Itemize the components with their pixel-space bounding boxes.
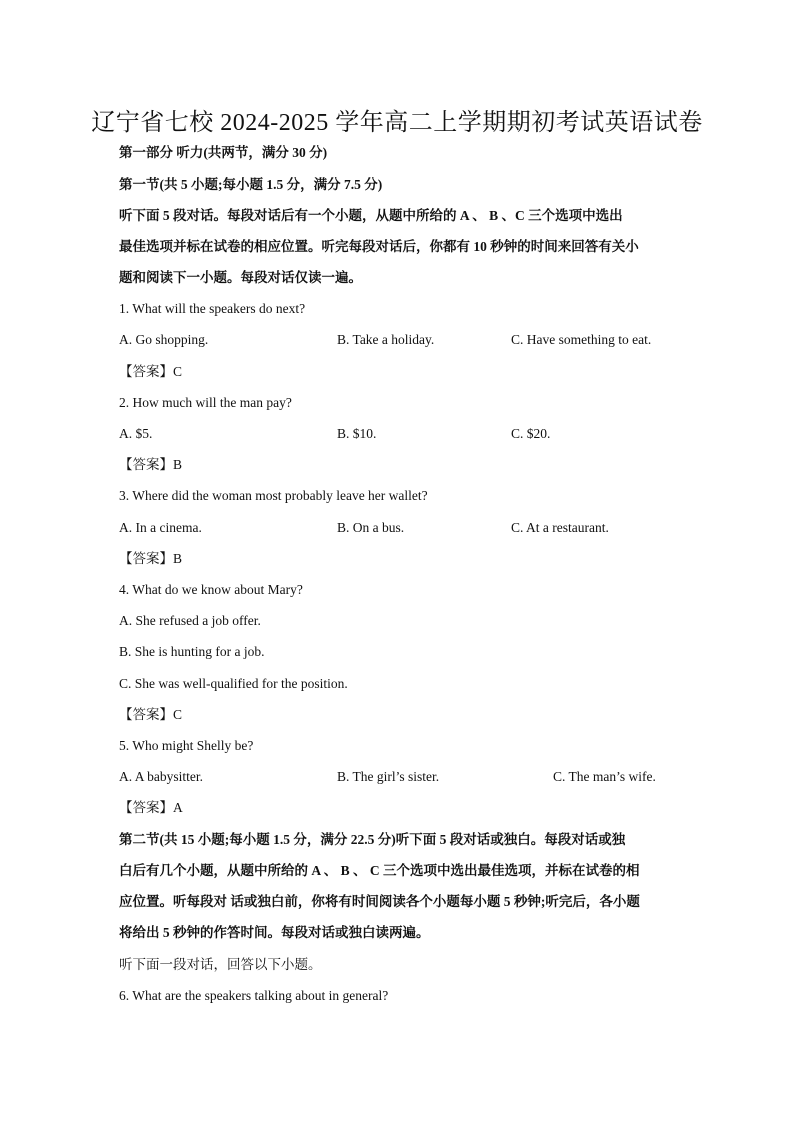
option-b: B. She is hunting for a job. (119, 644, 265, 659)
question-stem: 4. What do we know about Mary? (119, 582, 303, 597)
option-b: B. On a bus. (337, 520, 405, 535)
part1-heading: 第一部分 听力(共两节，满分 30 分) (119, 145, 328, 160)
section2-heading-line: 第二节(共 15 小题;每小题 1.5 分，满分 22.5 分)听下面 5 段对话或独白。每段对话或独 (119, 832, 626, 847)
option-c: C. $20. (511, 426, 551, 441)
answer-key: 【答案】A (119, 800, 183, 815)
section2-heading-line: 白后有几个小题，从题中所给的 A 、 B 、 C 三个选项中选出最佳选项，并标在试卷的相 (119, 863, 640, 878)
option-c: C. She was well-qualified for the position. (119, 676, 348, 691)
page-title: 辽宁省七校 2024-2025 学年高二上学期期初考试英语试卷 (91, 110, 703, 136)
section2-heading-line: 应位置。听每段对 话或独白前，你将有时间阅读各个小题每小题 5 秒钟;听完后，各小题 (119, 894, 640, 909)
option-a: A. In a cinema. (119, 520, 202, 535)
option-a: A. Go shopping. (119, 332, 209, 347)
question-stem: 3. Where did the woman most probably leave her wallet? (119, 488, 428, 503)
option-b: B. The girl’s sister. (337, 769, 440, 784)
question-stem: 2. How much will the man pay? (119, 395, 292, 410)
option-b: B. Take a holiday. (337, 332, 435, 347)
option-a: A. She refused a job offer. (119, 613, 261, 628)
section1-instruction-line: 最佳选项并标在试卷的相应位置。听完每段对话后，你都有 10 秒钟的时间来回答有关小 (119, 239, 639, 254)
option-a: A. $5. (119, 426, 153, 441)
option-c: C. The man’s wife. (553, 769, 656, 784)
answer-key: 【答案】B (119, 551, 183, 566)
section2-heading-line: 将给出 5 秒钟的作答时间。每段对话或独白读两遍。 (119, 925, 430, 940)
section1-instruction-line: 题和阅读下一小题。每段对话仅读一遍。 (119, 270, 362, 285)
option-a: A. A babysitter. (119, 769, 203, 784)
question-stem: 1. What will the speakers do next? (119, 301, 306, 316)
answer-key: 【答案】C (119, 707, 183, 722)
option-c: C. Have something to eat. (511, 332, 652, 347)
answer-key: 【答案】C (119, 364, 183, 379)
answer-key: 【答案】B (119, 457, 183, 472)
option-b: B. $10. (337, 426, 377, 441)
question-stem: 6. What are the speakers talking about in general? (119, 988, 389, 1003)
question-stem: 5. Who might Shelly be? (119, 738, 254, 753)
option-c: C. At a restaurant. (511, 520, 609, 535)
section1-heading: 第一节(共 5 小题;每小题 1.5 分，满分 7.5 分) (119, 177, 383, 192)
section2-prompt: 听下面一段对话，回答以下小题。 (119, 957, 322, 972)
section1-instruction-line: 听下面 5 段对话。每段对话后有一个小题，从题中所给的 A 、 B 、C 三个选项中选出 (119, 208, 623, 223)
